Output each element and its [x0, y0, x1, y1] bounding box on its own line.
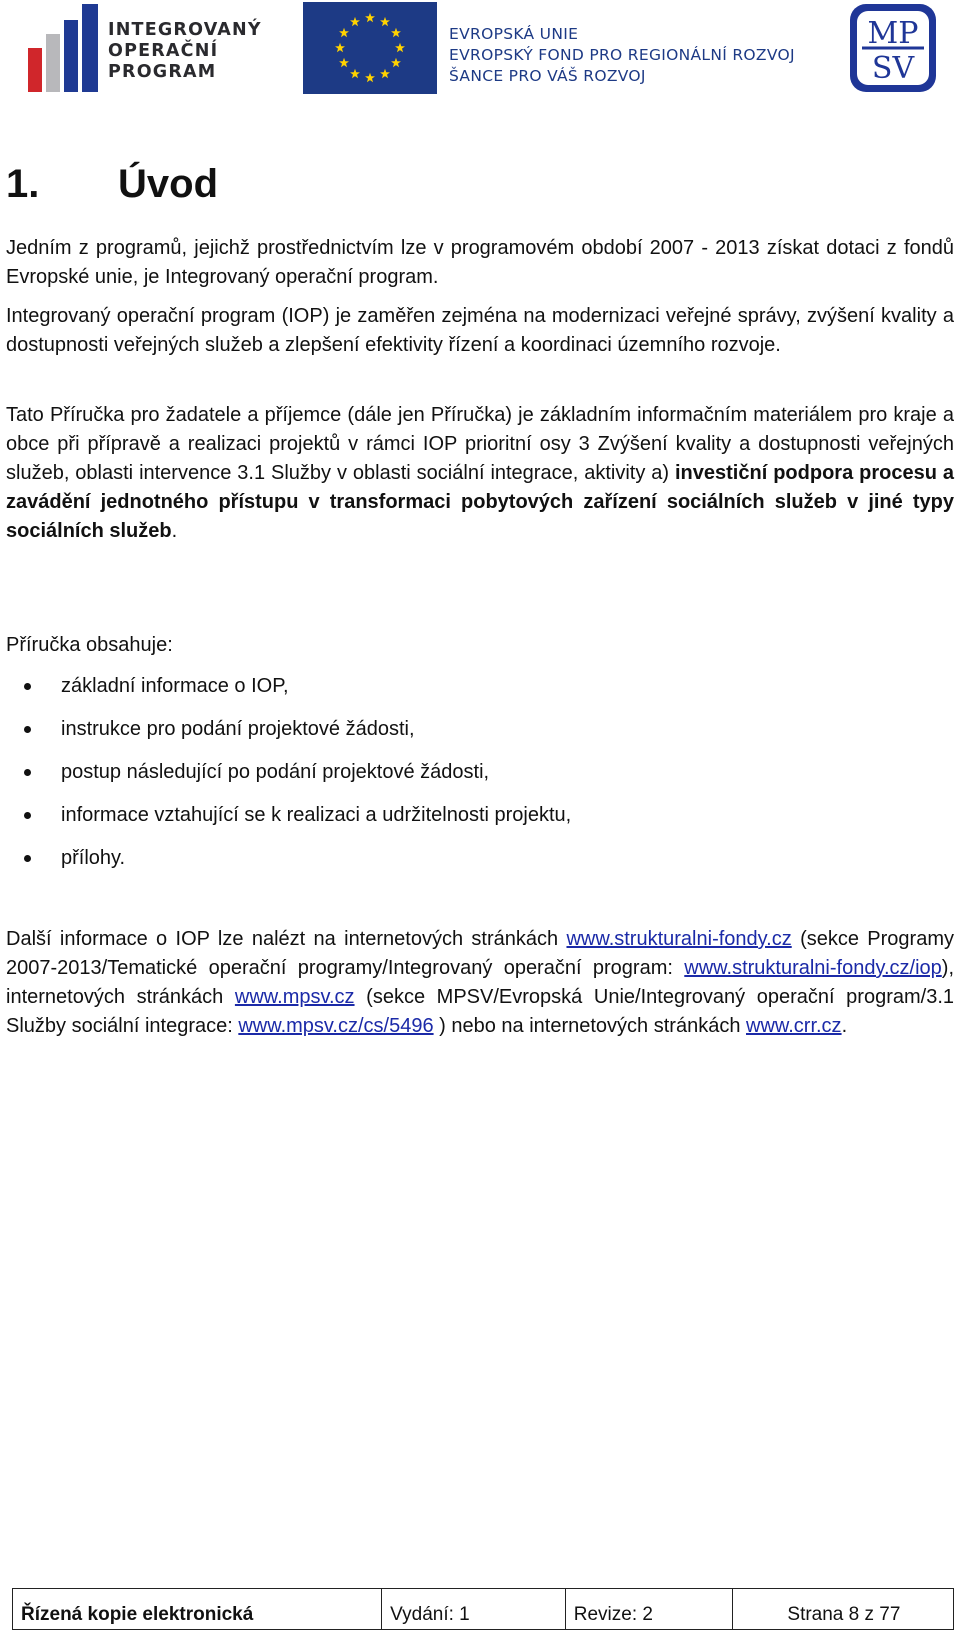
footer-edition: Vydání: 1 — [382, 1589, 566, 1629]
svg-text:MP: MP — [867, 16, 919, 51]
contents-list — [6, 672, 906, 887]
list-item-text: instrukce pro podání projektové žádosti, — [61, 718, 415, 740]
paragraph-text: Tato Příručka pro žadatele a příjemce (dále jen Příručka) je základním informačním materiálem pro kraje a obce při přípravě a realizaci projektů v rámci IOP prioritní osy 3 Zvýšení kvality a dostupnosti veřejných služeb, oblasti intervence 3.1 Služby v oblasti sociální integrace, aktivity a) — [6, 404, 954, 484]
more-info-text: . — [841, 1015, 848, 1037]
link-strukturalni-fondy[interactable]: www.strukturalni-fondy.cz — [566, 928, 792, 950]
eu-logo-line-2: EVROPSKÝ FOND PRO REGIONÁLNÍ ROZVOJ — [449, 46, 795, 64]
intro-paragraph-3 — [6, 401, 954, 546]
bullet-icon — [24, 812, 31, 819]
link-mpsv-cs-5496[interactable]: www.mpsv.cz/cs/5496 — [238, 1015, 434, 1037]
list-item-text: informace vztahující se k realizaci a udržitelnosti projektu, — [61, 804, 572, 826]
footer-page-number: Strana 8 z 77 — [787, 1604, 901, 1625]
more-info-text: Další informace o IOP lze nalézt na internetových stránkách — [6, 928, 567, 950]
mpsv-logo-icon — [848, 2, 938, 94]
bullet-icon — [24, 855, 31, 862]
eu-logo-line-1: EVROPSKÁ UNIE — [449, 25, 579, 43]
iop-logo-bars-icon — [24, 4, 102, 92]
link-crr[interactable]: www.crr.cz — [746, 1015, 842, 1037]
more-info-text: (sekce MPSV/Evropská Unie/Integrovaný operační program/3.1 Služby sociální integrace: — [6, 986, 954, 1037]
iop-logo — [24, 2, 264, 94]
page-header — [0, 0, 960, 100]
section-number: 1. — [6, 162, 40, 206]
iop-logo-line-3: PROGRAM — [108, 62, 217, 82]
list-item — [6, 801, 906, 844]
bullet-icon — [24, 726, 31, 733]
more-info-paragraph — [6, 925, 954, 1041]
list-item-text: přílohy. — [61, 847, 126, 869]
more-info-text: (sekce Programy 2007-2013/Tematické operační programy/Integrovaný operační program: — [6, 928, 955, 979]
iop-logo-line-1: INTEGROVANÝ — [108, 20, 262, 40]
list-item — [6, 758, 906, 801]
paragraph-bold-text: investiční podpora procesu a zavádění jednotného přístupu v transformaci pobytových zařízení sociálních služeb v jiné typy sociálních služeb — [6, 462, 954, 542]
bullet-icon — [24, 683, 31, 690]
eu-logo-line-3: ŠANCE PRO VÁŠ ROZVOJ — [449, 67, 646, 85]
intro-paragraph-1: Jedním z programů, jejichž prostřednictvím lze v programovém období 2007 - 2013 získat dotaci z fondů Evropské unie, je Integrovaný operační program. — [6, 237, 954, 288]
page-footer — [12, 1588, 954, 1630]
link-strukturalni-fondy-iop[interactable]: www.strukturalni-fondy.cz/iop — [684, 957, 942, 979]
contents-intro: Příručka obsahuje: — [6, 634, 173, 656]
bullet-icon — [24, 769, 31, 776]
eu-flag-icon — [303, 2, 437, 94]
paragraph-text-end: . — [171, 520, 178, 542]
list-item-text: základní informace o IOP, — [61, 675, 289, 697]
more-info-text: ), internetových stránkách — [6, 957, 954, 1008]
footer-revision: Revize: 2 — [566, 1589, 734, 1629]
list-item — [6, 672, 906, 715]
intro-paragraph-2: Integrovaný operační program (IOP) je zaměřen zejména na modernizaci veřejné správy, zvýšení kvality a dostupnosti veřejných služeb a zlepšení efektivity řízení a koordinaci územního rozvoje. — [6, 305, 954, 356]
link-mpsv[interactable]: www.mpsv.cz — [234, 986, 355, 1008]
iop-logo-line-2: OPERAČNÍ — [108, 41, 219, 61]
section-title: Úvod — [118, 162, 218, 206]
svg-text:SV: SV — [871, 51, 915, 86]
list-item — [6, 715, 906, 758]
footer-copy-type: Řízená kopie elektronická — [13, 1589, 382, 1629]
more-info-text: ) nebo na internetových stránkách — [433, 1015, 746, 1037]
iop-logo-text — [108, 20, 262, 83]
list-item-text: postup následující po podání projektové žádosti, — [61, 761, 490, 783]
page-title — [6, 160, 218, 208]
list-item — [6, 844, 906, 887]
eu-logo-text — [449, 24, 795, 87]
eu-logo — [303, 2, 843, 94]
